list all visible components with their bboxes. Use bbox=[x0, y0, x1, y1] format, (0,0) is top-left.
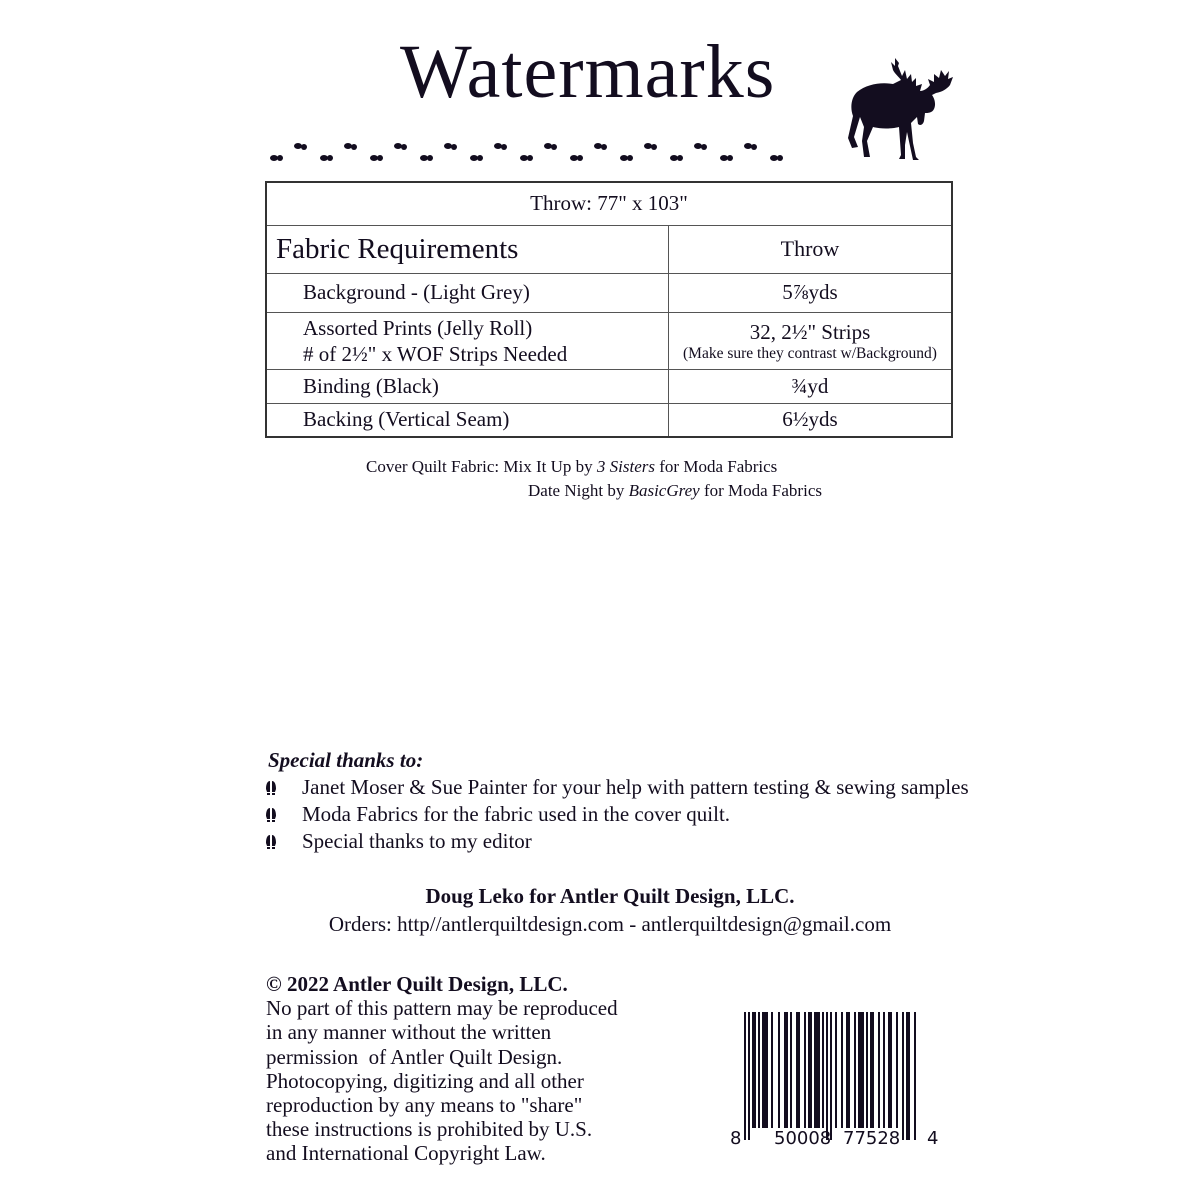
copyright-line: these instructions is prohibited by U.S. bbox=[266, 1117, 593, 1142]
row-value: 5⅞yds bbox=[669, 273, 953, 312]
table-row bbox=[266, 403, 952, 437]
thanks-list bbox=[265, 774, 969, 855]
copyright-notice bbox=[266, 972, 666, 1166]
row-item: Binding (Black) bbox=[266, 369, 669, 403]
row-item: Backing (Vertical Seam) bbox=[266, 403, 669, 437]
cover-line1-suffix: for Moda Fabrics bbox=[655, 457, 778, 476]
cover-fabric-line-1 bbox=[366, 455, 822, 479]
moose-silhouette-icon bbox=[838, 58, 953, 170]
author-line: Doug Leko for Antler Quilt Design, LLC. bbox=[425, 884, 795, 908]
list-item bbox=[265, 774, 969, 801]
cover-line1-designer: 3 Sisters bbox=[596, 457, 655, 476]
list-item bbox=[265, 801, 969, 828]
designer-credit bbox=[0, 882, 1200, 938]
thanks-item-text: Special thanks to my editor bbox=[302, 829, 532, 853]
cover-line2-prefix: Date Night by bbox=[528, 481, 629, 500]
thanks-item-text: Janet Moser & Sue Painter for your help with pattern testing & sewing samples bbox=[302, 775, 969, 799]
table-row bbox=[266, 312, 952, 369]
table-section-row bbox=[266, 225, 952, 273]
row-value: ¾yd bbox=[669, 369, 953, 403]
row-item-line1: Assorted Prints (Jelly Roll) bbox=[303, 315, 533, 340]
row-value-note: (Make sure they contrast w/Background) bbox=[683, 344, 937, 362]
row-value-main: 32, 2½" Strips bbox=[749, 319, 871, 344]
row-item-line2: # of 2½" x WOF Strips Needed bbox=[303, 341, 568, 366]
hoof-print-icon bbox=[265, 807, 277, 823]
row-value: 6½yds bbox=[669, 403, 953, 437]
copyright-line: Photocopying, digitizing and all other bbox=[266, 1068, 584, 1093]
copyright-line: permission of Antler Quilt Design. bbox=[266, 1044, 563, 1069]
copyright-line: and International Copyright Law. bbox=[266, 1141, 546, 1166]
fabric-requirements-table bbox=[265, 181, 953, 438]
table-size-header-row bbox=[266, 182, 952, 225]
row-value bbox=[669, 312, 953, 369]
copyright-line: reproduction by any means to "share" bbox=[266, 1093, 583, 1118]
size-header: Throw: 77" x 103" bbox=[266, 182, 952, 225]
hoof-tracks-icon bbox=[268, 140, 788, 164]
barcode-digits-left: 50008 bbox=[774, 1128, 832, 1149]
row-item bbox=[266, 312, 669, 369]
table-row bbox=[266, 273, 952, 312]
thanks-item-text: Moda Fabrics for the fabric used in the cover quilt. bbox=[302, 802, 731, 826]
hoof-print-icon bbox=[265, 834, 277, 850]
cover-line2-suffix: for Moda Fabrics bbox=[699, 481, 822, 500]
barcode-digit-system: 8 bbox=[730, 1128, 742, 1149]
cover-line2-designer: BasicGrey bbox=[628, 481, 700, 500]
row-item: Background - (Light Grey) bbox=[266, 273, 669, 312]
list-item bbox=[265, 828, 969, 855]
cover-line1-prefix: Cover Quilt Fabric: Mix It Up by bbox=[366, 457, 597, 476]
copyright-line: No part of this pattern may be reproduced bbox=[266, 996, 618, 1021]
cover-fabric-credit bbox=[366, 455, 822, 503]
cover-fabric-line-2 bbox=[366, 479, 822, 503]
thanks-heading: Special thanks to: bbox=[268, 748, 424, 772]
page-title: Watermarks bbox=[400, 30, 776, 114]
copyright-line: in any manner without the written bbox=[266, 1020, 552, 1045]
section-label: Fabric Requirements bbox=[266, 225, 669, 273]
column-label: Throw bbox=[669, 225, 953, 273]
barcode-check-digit: 4 bbox=[927, 1128, 939, 1149]
orders-line: Orders: http//antlerquiltdesign.com - antlerquiltdesign@gmail.com bbox=[328, 912, 892, 936]
hoof-print-icon bbox=[265, 780, 277, 796]
barcode-digits-right: 77528 bbox=[843, 1128, 901, 1149]
copyright-heading: © 2022 Antler Quilt Design, LLC. bbox=[266, 972, 568, 996]
table-row bbox=[266, 369, 952, 403]
